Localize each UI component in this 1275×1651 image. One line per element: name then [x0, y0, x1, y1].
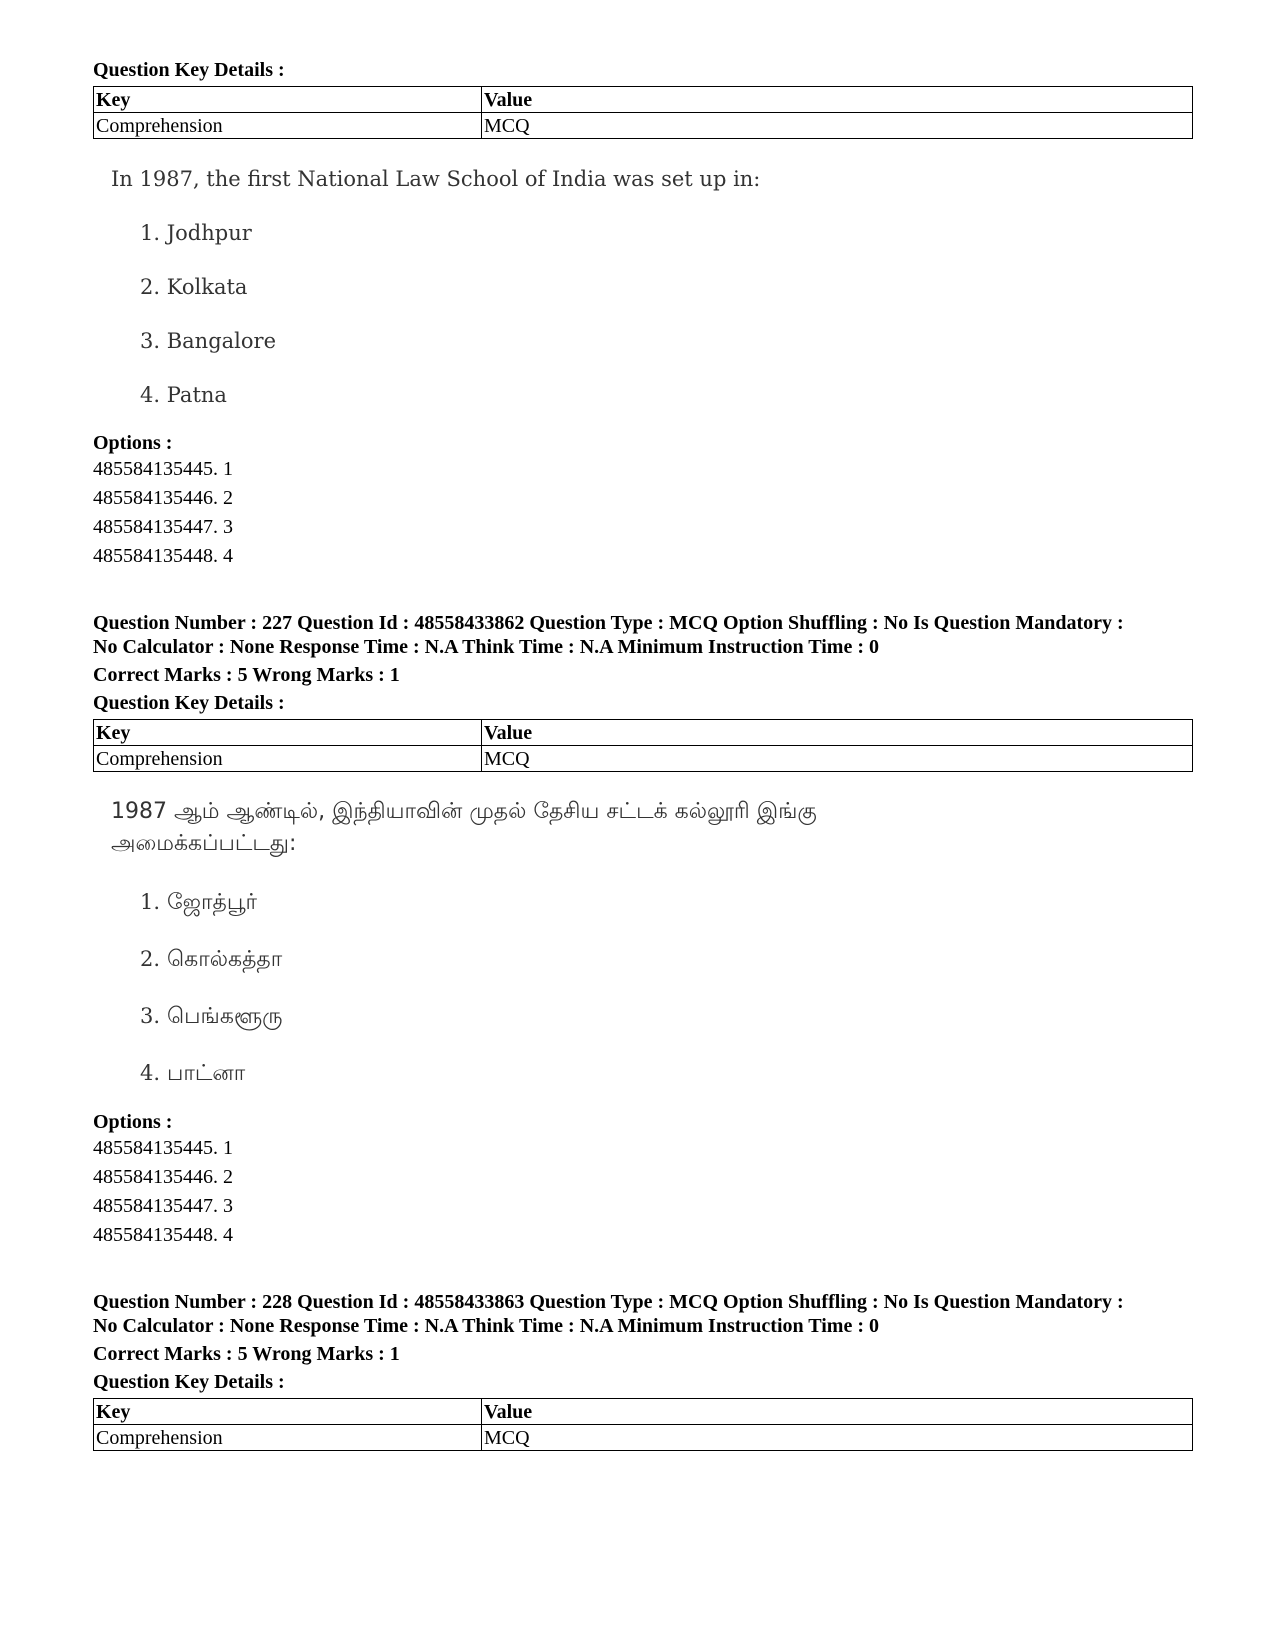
- choice-item: [140, 381, 1193, 409]
- choice-text: Patna: [166, 383, 227, 407]
- options-label: Options :: [93, 1111, 173, 1133]
- key-details-label: Question Key Details :: [93, 692, 285, 714]
- key-details-table: [93, 1398, 1193, 1451]
- option-id: 485584135445. 1: [93, 1137, 233, 1159]
- key-details-table: [93, 719, 1193, 772]
- choice-number: 4.: [140, 1061, 161, 1085]
- choice-item: [140, 945, 1193, 974]
- option-id: 485584135446. 2: [93, 487, 233, 509]
- table-row: [94, 1425, 1193, 1451]
- marks-line: Correct Marks : 5 Wrong Marks : 1: [93, 664, 400, 686]
- choice-item: [140, 1059, 1193, 1088]
- options-label: Options :: [93, 432, 173, 454]
- table-header-key: Key: [94, 87, 482, 113]
- choice-text: Bangalore: [166, 329, 276, 353]
- choice-text: பெங்களூரு: [167, 1004, 283, 1029]
- choice-item: [140, 1002, 1193, 1031]
- table-header-row: [94, 1399, 1193, 1425]
- table-cell-key: Comprehension: [94, 746, 482, 772]
- table-header-key: Key: [94, 1399, 482, 1425]
- choice-number: 1.: [140, 221, 161, 245]
- table-row: [94, 113, 1193, 139]
- choice-text: ஜோத்பூர்: [167, 890, 257, 915]
- choice-number: 4.: [140, 383, 161, 407]
- choice-text: Kolkata: [166, 275, 248, 299]
- choice-item: [140, 219, 1193, 247]
- marks-line: Correct Marks : 5 Wrong Marks : 1: [93, 1343, 400, 1365]
- table-header-row: [94, 87, 1193, 113]
- question-image: [93, 165, 1193, 409]
- option-id: 485584135447. 3: [93, 1195, 233, 1217]
- question-meta-line: No Calculator : None Response Time : N.A Think Time : N.A Minimum Instruction Time : 0: [93, 636, 879, 658]
- key-details-table: [93, 86, 1193, 139]
- choice-text: கொல்கத்தா: [167, 947, 283, 972]
- question-meta-line: No Calculator : None Response Time : N.A Think Time : N.A Minimum Instruction Time : 0: [93, 1315, 879, 1337]
- choice-number: 3.: [140, 329, 161, 353]
- choice-number: 1.: [140, 890, 161, 914]
- table-header-value: Value: [482, 1399, 1193, 1425]
- choice-number: 2.: [140, 275, 161, 299]
- question-block-228: [93, 1290, 1193, 1451]
- option-id: 485584135445. 1: [93, 458, 233, 480]
- table-header-value: Value: [482, 87, 1193, 113]
- choice-text: Jodhpur: [166, 221, 252, 245]
- question-text: [111, 796, 1193, 860]
- key-details-label: Question Key Details :: [93, 59, 285, 81]
- key-details-label: Question Key Details :: [93, 1371, 285, 1393]
- table-cell-value: MCQ: [482, 746, 1193, 772]
- option-id: 485584135448. 4: [93, 1224, 233, 1246]
- option-id: 485584135448. 4: [93, 545, 233, 567]
- table-cell-value: MCQ: [482, 113, 1193, 139]
- choice-item: [140, 273, 1193, 301]
- question-text-line: அமைக்கப்பட்டது:: [111, 831, 297, 856]
- table-header-value: Value: [482, 720, 1193, 746]
- table-cell-key: Comprehension: [94, 1425, 482, 1451]
- question-block-226: [93, 58, 1193, 571]
- choice-number: 2.: [140, 947, 161, 971]
- document-page: [93, 58, 1193, 1451]
- question-meta: [93, 1290, 1193, 1338]
- table-header-key: Key: [94, 720, 482, 746]
- choice-number: 3.: [140, 1004, 161, 1028]
- question-block-227: [93, 611, 1193, 1250]
- table-header-row: [94, 720, 1193, 746]
- table-cell-key: Comprehension: [94, 113, 482, 139]
- table-cell-value: MCQ: [482, 1425, 1193, 1451]
- question-meta-line: Question Number : 227 Question Id : 48558433862 Question Type : MCQ Option Shuffling : No Is Question Mandatory :: [93, 612, 1124, 634]
- question-meta-line: Question Number : 228 Question Id : 48558433863 Question Type : MCQ Option Shuffling : No Is Question Mandatory :: [93, 1291, 1124, 1313]
- choice-item: [140, 327, 1193, 355]
- option-id: 485584135446. 2: [93, 1166, 233, 1188]
- option-id: 485584135447. 3: [93, 516, 233, 538]
- choice-list: [93, 219, 1193, 409]
- choice-list: [93, 888, 1193, 1088]
- choice-item: [140, 888, 1193, 917]
- question-text-line: 1987 ஆம் ஆண்டில், இந்தியாவின் முதல் தேசிய சட்டக் கல்லூரி இங்கு: [111, 799, 817, 824]
- choice-text: பாட்னா: [167, 1061, 246, 1086]
- question-text: In 1987, the first National Law School of India was set up in:: [111, 167, 761, 191]
- table-row: [94, 746, 1193, 772]
- question-meta: [93, 611, 1193, 659]
- question-image: [93, 796, 1193, 1088]
